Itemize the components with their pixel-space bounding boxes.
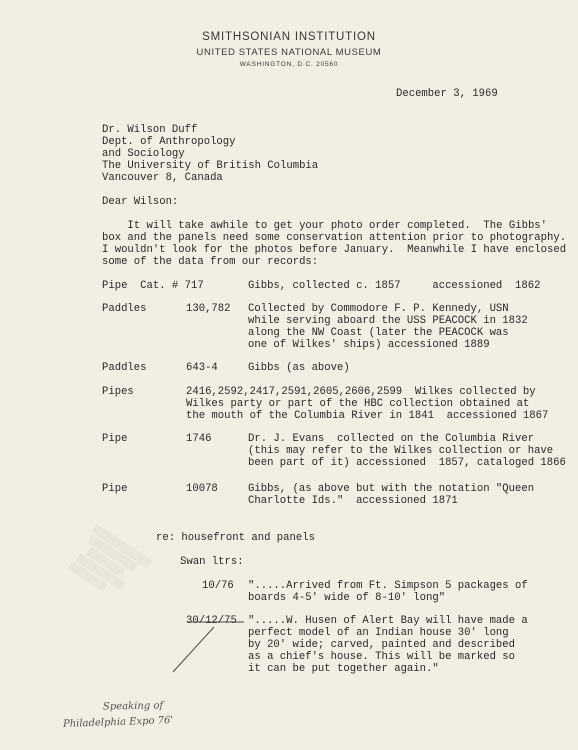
record-description-line: Dr. J. Evans collected on the Columbia River [248,433,535,445]
letterhead-location: WASHINGTON, D.C. 20560 [239,61,339,68]
body-line: box and the panels need some conservation attention prior to photography. [102,232,567,244]
letterhead-museum: UNITED STATES NATIONAL MUSEUM [196,47,382,58]
record-description-line: been part of it) accessioned 1857, cataloged 1866 [248,457,566,469]
record-description-line: while serving aboard the USS PEACOCK in 1832 [248,315,528,327]
swan-letter-line: ".....W. Husen of Alert Bay will have made a [248,615,528,627]
swan-letter-line: as a chief's house. This will be marked so [248,651,516,663]
swan-letter-line: it can be put together again." [248,663,439,675]
handwritten-note-line: Philadelphia Expo 76' [62,715,174,730]
record-description-line: one of Wilkes' ships) accessioned 1889 [248,339,490,351]
body-line: some of the data from our records: [102,256,319,268]
record-number: 643-4 [186,362,218,374]
swan-letter-quote [248,615,528,675]
record-item: Pipes [102,386,134,398]
recipient-address [102,124,318,184]
record-description-line: Gibbs, (as above but with the notation "Queen [248,483,535,495]
record-item: Pipe Cat. # 717 [102,280,204,292]
record-description-line: 2416,2592,2417,2591,2605,2606,2599 Wilkes collected by [186,386,536,398]
re-line: re: housefront and panels [156,532,315,544]
swan-letter-line: by 20' wide; carved, painted and described [248,639,516,651]
record-description-line: Charlotte Ids." accessioned 1871 [248,495,458,507]
record-description-line: along the NW Coast (later the PEACOCK was [248,327,509,339]
address-line: Vancouver 8, Canada [102,172,223,184]
record-item: Paddles [102,362,147,374]
record-item: Paddles [102,303,147,315]
record-description [248,433,566,469]
record-description-line: Gibbs (as above) [248,362,350,374]
record-description-line: the mouth of the Columbia River in 1841 accessioned 1867 [186,410,549,422]
record-description-line: Collected by Commodore F. P. Kennedy, USN [248,303,509,315]
swan-letter-date: 10/76 [202,580,234,592]
record-description [248,483,534,507]
address-line: and Sociology [102,148,185,160]
letter-date: December 3, 1969 [396,88,498,100]
record-description-line: Wilkes party or part of the HBC collection obtained at [186,398,530,410]
swan-letters-label: Swan ltrs: [180,556,244,568]
record-item: Pipe [102,433,128,445]
body-paragraph [102,220,566,268]
record-description [248,303,528,351]
body-line: I wouldn't look for the photos before January. Meanwhile I have enclosed [102,244,567,256]
salutation: Dear Wilson: [102,196,179,208]
address-line: Dr. Wilson Duff [102,124,198,136]
swan-letter-line: boards 4-5' wide of 8-10' long" [248,592,446,604]
record-description-line: (this may refer to the Wilkes collection or have [248,445,554,457]
record-number: 10078 [186,483,218,495]
record-description [186,386,548,422]
record-number: 1746 [186,433,212,445]
letterhead-institution: SMITHSONIAN INSTITUTION [202,31,376,43]
faded-stamp-mark: ▒▒▒▒▒▒▒▒▒▒▒ ▒▒▒▒▒▒▒▒▒ ▒▒▒▒▒▒▒ ▒▒▒▒▒▒▒▒▒ ▒▒▒▒▒▒▒ [65,522,153,592]
address-line: Dept. of Anthropology [102,136,236,148]
record-number: 130,782 [186,303,231,315]
record-item: Pipe [102,483,128,495]
pencil-pointer-line [173,627,214,672]
handwritten-note-line: Speaking of [102,700,164,713]
swan-letter-date: 30/12/75 [186,615,237,627]
swan-letter-line: perfect model of an Indian house 30' long [248,627,509,639]
swan-letter-quote [248,580,528,604]
body-line: It will take awhile to get your photo order completed. The Gibbs' [102,220,548,232]
swan-letter-line: ".....Arrived from Ft. Simpson 5 packages of [248,580,528,592]
record-description-line: Gibbs, collected c. 1857 accessioned 1862 [248,280,541,292]
address-line: The University of British Columbia [102,160,319,172]
